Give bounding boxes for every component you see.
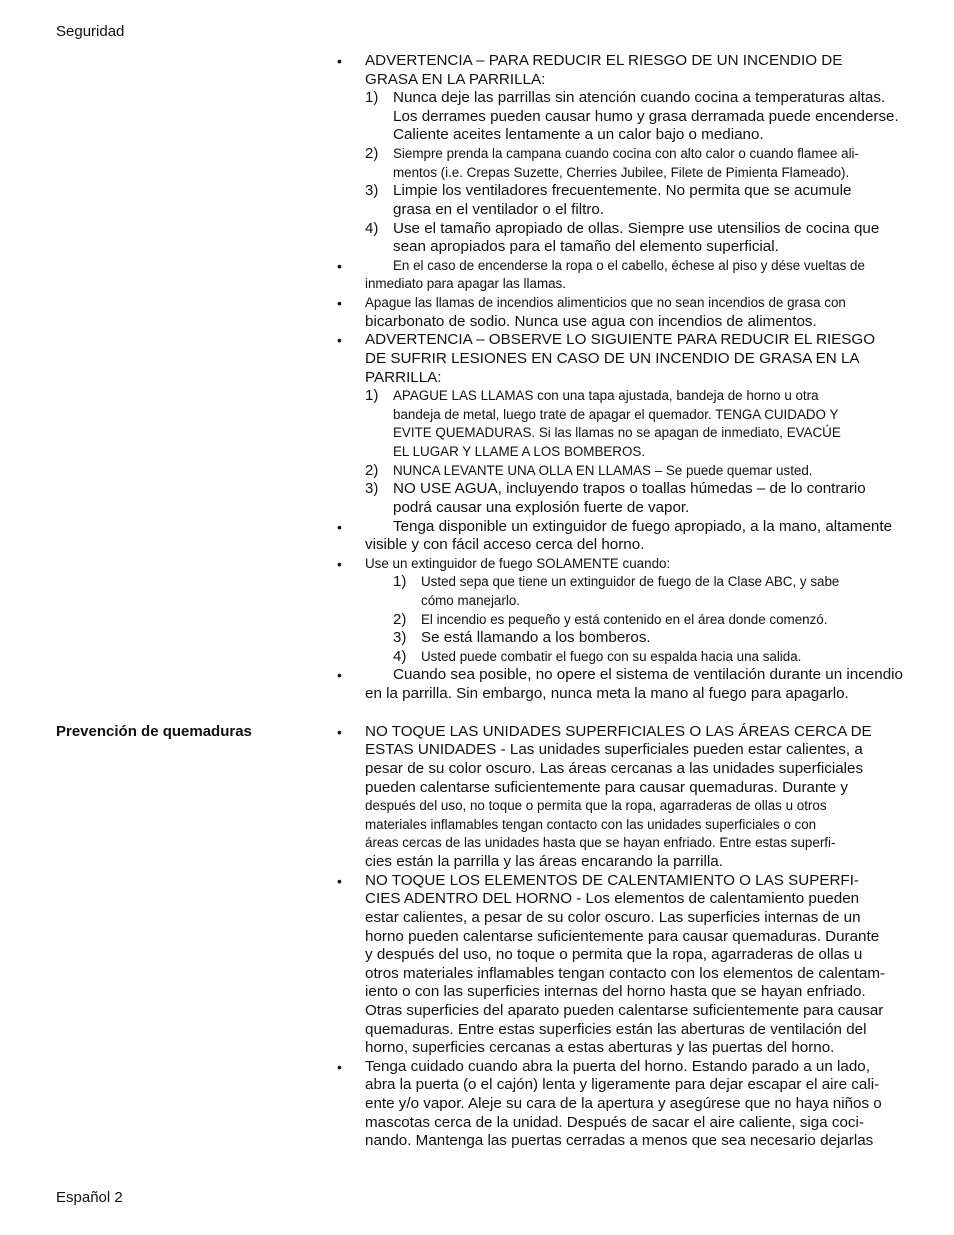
bullet-marker: • [337, 295, 342, 312]
text-line: Se está llamando a los bomberos. [421, 629, 651, 647]
text-line: NUNCA LEVANTE UNA OLLA EN LLAMAS – Se puede quemar usted. [393, 462, 813, 478]
text-line: Nunca deje las parrillas sin atención cuando cocina a temperaturas altas. [393, 89, 886, 107]
text-line: DE SUFRIR LESIONES EN CASO DE UN INCENDIO DE GRASA EN LA [365, 349, 860, 367]
text-line: visible y con fácil acceso cerca del horno. [365, 536, 645, 554]
bullet-marker: • [337, 667, 342, 684]
text-line: ente y/o vapor. Aleje su cara de la apertura y asegúrese que no haya niños o [365, 1095, 882, 1113]
page-header: Seguridad [56, 23, 125, 40]
text-line: quemaduras. Entre estas superficies están las aberturas de ventilación del [365, 1020, 867, 1038]
text-line: y después del uso, no toque o permita que la ropa, agarraderas de ollas u [365, 946, 863, 964]
text-line: ADVERTENCIA – PARA REDUCIR EL RIESGO DE UN INCENDIO DE [365, 52, 843, 69]
list-number: 2) [365, 145, 379, 163]
text-line: CIES ADENTRO DEL HORNO - Los elementos de calentamiento pueden [365, 890, 860, 908]
text-line: sean apropiados para el tamaño del elemento superficial. [393, 238, 779, 256]
text-line: bandeja de metal, luego trate de apagar el quemador. TENGA CUIDADO Y [393, 406, 839, 422]
text-line: áreas cercas de las unidades hasta que se hayan enfriado. Entre estas superfi- [365, 835, 836, 851]
text-line: mentos (i.e. Crepas Suzette, Cherries Jubilee, Filete de Pimienta Flameado). [393, 164, 850, 180]
list-number: 2) [393, 610, 407, 628]
text-line: NO USE AGUA, incluyendo trapos o toallas húmedas – de lo contrario [393, 480, 866, 498]
list-number: 1) [365, 89, 379, 107]
text-line: En el caso de encenderse la ropa o el cabello, échese al piso y dése vueltas de [393, 257, 865, 273]
text-line: GRASA EN LA PARRILLA: [365, 70, 546, 88]
text-line: PARRILLA: [365, 368, 442, 386]
list-number: 3) [393, 629, 407, 647]
text-line: bicarbonato de sodio. Nunca use agua con incendios de alimentos. [365, 312, 817, 330]
text-line: Otras superficies del aparato pueden calentarse suficientemente para causar [365, 1002, 884, 1019]
text-line: Use un extinguidor de fuego SOLAMENTE cuando: [365, 555, 671, 571]
text-line: Cuando sea posible, no opere el sistema de ventilación durante un incendio [393, 666, 903, 684]
text-line: abra la puerta (o el cajón) lenta y ligeramente para dejar escapar el aire cali- [365, 1076, 880, 1094]
text-line: grasa en el ventilador o el filtro. [393, 200, 605, 218]
text-line: en la parrilla. Sin embargo, nunca meta la mano al fuego para apagarlo. [365, 685, 849, 703]
text-line: materiales inflamables tengan contacto con las unidades superficiales o con [365, 816, 817, 832]
text-line: estar calientes, a pesar de su color oscuro. Las superficies internas de un [365, 908, 861, 926]
text-line: El incendio es pequeño y está contenido en el área donde comenzó. [421, 611, 828, 627]
bullet-marker: • [337, 872, 342, 889]
text-line: Los derrames pueden causar humo y grasa derramada puede encenderse. [393, 107, 899, 125]
text-line: Usted puede combatir el fuego con su espalda hacia una salida. [421, 648, 802, 664]
text-line: nando. Mantenga las puertas cerradas a menos que sea necesario dejarlas [365, 1132, 874, 1150]
list-number: 2) [365, 461, 379, 479]
text-line: después del uso, no toque o permita que la ropa, agarraderas de ollas u otros [365, 798, 827, 814]
bullet-marker: • [337, 555, 342, 572]
list-number: 3) [365, 182, 379, 200]
bullet-marker: • [337, 332, 342, 349]
text-line: Tenga cuidado cuando abra la puerta del horno. Estando parado a un lado, [365, 1057, 870, 1075]
text-line: pueden calentarse suficientemente para causar quemaduras. Durante y [365, 778, 848, 796]
section-heading-burn-prevention: Prevención de quemaduras [56, 723, 252, 740]
text-line: Tenga disponible un extinguidor de fuego apropiado, a la mano, altamente [393, 517, 893, 535]
text-line: otros materiales inflamables tengan contacto con los elementos de calentam- [365, 964, 886, 982]
text-line: horno, superficies cercanas a estas aberturas y las puertas del horno. [365, 1039, 835, 1057]
text-line: Use el tamaño apropiado de ollas. Siempre use utensilios de cocina que [393, 219, 880, 237]
text-line: EL LUGAR Y LLAME A LOS BOMBEROS. [393, 444, 646, 460]
bullet-marker: • [337, 518, 342, 535]
bullet-marker: • [337, 53, 342, 69]
text-line: podrá causar una explosión fuerte de vapor. [393, 498, 690, 516]
text-line: Apague las llamas de incendios alimenticios que no sean incendios de grasa con [365, 295, 846, 311]
text-line: ADVERTENCIA – OBSERVE LO SIGUIENTE PARA REDUCIR EL RIESGO [365, 331, 876, 349]
text-line: iento o con las superficies internas del horno hasta que se hayan enfriado. [365, 983, 866, 1001]
text-line: horno pueden calentarse suficientemente para causar quemaduras. Durante [365, 927, 880, 945]
text-line: cies están la parrilla y las áreas encarando la parrilla. [365, 853, 723, 871]
list-number: 4) [393, 647, 407, 665]
text-line: Siempre prenda la campana cuando cocina con alto calor o cuando flamee ali- [393, 146, 859, 162]
text-line: mascotas cerca de la unidad. Después de sacar el aire caliente, siga coci- [365, 1113, 864, 1131]
text-line: cómo manejarlo. [421, 592, 520, 608]
text-line: Caliente aceites lentamente a un calor bajo o mediano. [393, 126, 764, 144]
text-line: NO TOQUE LOS ELEMENTOS DE CALENTAMIENTO O LAS SUPERFI- [365, 871, 859, 889]
page-footer: Español 2 [56, 1189, 123, 1206]
text-line: EVITE QUEMADURAS. Si las llamas no se apagan de inmediato, EVACÚE [393, 425, 841, 441]
bullet-marker: • [337, 723, 342, 740]
bullet-marker: • [337, 257, 342, 274]
text-line: NO TOQUE LAS UNIDADES SUPERFICIALES O LAS ÁREAS CERCA DE [365, 722, 872, 740]
list-number: 1) [365, 387, 379, 405]
bullet-marker: • [337, 1058, 342, 1075]
text-line: inmediato para apagar las llamas. [365, 276, 566, 292]
text-line: Usted sepa que tiene un extinguidor de fuego de la Clase ABC, y sabe [421, 574, 840, 590]
text-line: pesar de su color oscuro. Las áreas cercanas a las unidades superficiales [365, 759, 864, 777]
list-number: 4) [365, 219, 379, 237]
list-number: 1) [393, 573, 407, 591]
text-line: ESTAS UNIDADES - Las unidades superficiales pueden estar calientes, a [365, 741, 863, 759]
text-line: Limpie los ventiladores frecuentemente. No permita que se acumule [393, 182, 852, 200]
text-line: APAGUE LAS LLAMAS con una tapa ajustada, bandeja de horno u otra [393, 388, 819, 404]
list-number: 3) [365, 480, 379, 498]
